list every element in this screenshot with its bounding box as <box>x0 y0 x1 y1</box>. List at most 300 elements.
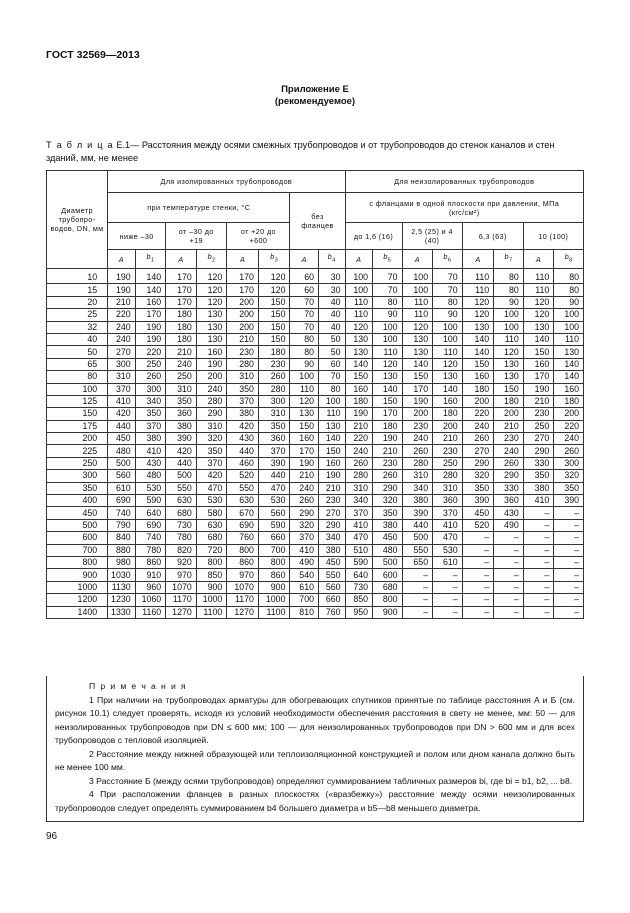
value-cell: 260 <box>135 371 166 383</box>
value-cell: 120 <box>523 309 554 321</box>
value-cell: 290 <box>290 507 319 519</box>
value-cell: 100 <box>318 395 345 407</box>
value-cell: 120 <box>290 395 319 407</box>
value-cell: 490 <box>494 519 524 531</box>
value-cell: 140 <box>554 371 584 383</box>
value-cell: 550 <box>166 482 197 494</box>
standard-number: ГОСТ 32569—2013 <box>46 49 140 61</box>
value-cell: – <box>433 581 463 593</box>
appendix-title: Приложение Е <box>281 84 349 95</box>
value-cell: 230 <box>318 495 345 507</box>
table-row <box>47 433 584 445</box>
value-cell: 840 <box>108 532 136 544</box>
value-cell: 410 <box>523 495 554 507</box>
value-cell: 290 <box>196 408 227 420</box>
value-cell: 310 <box>433 482 463 494</box>
value-cell: 140 <box>462 333 494 345</box>
value-cell: 30 <box>318 284 345 296</box>
value-cell: 120 <box>433 358 463 370</box>
table-row <box>47 420 584 432</box>
value-cell: 380 <box>166 420 197 432</box>
value-cell: 100 <box>290 371 319 383</box>
value-cell: 820 <box>166 544 197 556</box>
column-letter: A <box>462 250 494 269</box>
value-cell: 200 <box>462 395 494 407</box>
value-cell: 680 <box>166 507 197 519</box>
value-cell: 150 <box>373 395 403 407</box>
value-cell: 100 <box>402 269 433 284</box>
value-cell: 410 <box>290 544 319 556</box>
value-cell: 230 <box>402 420 433 432</box>
value-cell: 100 <box>345 284 373 296</box>
value-cell: 140 <box>373 383 403 395</box>
dn-cell: 800 <box>47 556 108 568</box>
value-cell: 240 <box>108 321 136 333</box>
value-cell: 110 <box>345 296 373 308</box>
value-cell: 200 <box>227 321 259 333</box>
value-cell: 230 <box>227 346 259 358</box>
value-cell: 800 <box>258 556 290 568</box>
value-cell: 210 <box>523 395 554 407</box>
value-cell: 910 <box>135 569 166 581</box>
caption-label: Т а б л и ц а <box>46 140 114 150</box>
value-cell: 120 <box>196 296 227 308</box>
value-cell: 850 <box>196 569 227 581</box>
value-cell: 240 <box>108 333 136 345</box>
value-cell: 410 <box>433 519 463 531</box>
value-cell: 80 <box>373 296 403 308</box>
value-cell: 170 <box>523 371 554 383</box>
value-cell: – <box>554 507 584 519</box>
no-flanges-header: без фланцев <box>290 193 345 250</box>
value-cell: 320 <box>373 495 403 507</box>
value-cell: 170 <box>227 284 259 296</box>
value-cell: – <box>402 569 433 581</box>
value-cell: 140 <box>135 284 166 296</box>
value-cell: 360 <box>494 495 524 507</box>
value-cell: 310 <box>166 383 197 395</box>
value-cell: – <box>494 532 524 544</box>
value-cell: 520 <box>227 470 259 482</box>
value-cell: – <box>402 606 433 618</box>
column-letter: A <box>402 250 433 269</box>
value-cell: 530 <box>135 482 166 494</box>
dn-cell: 125 <box>47 395 108 407</box>
caption-text: Е.1— Расстояния между осями смежных трубопроводов и от трубопроводов до стенок каналов и стен зданий, мм, не менее <box>46 140 555 163</box>
value-cell: 350 <box>227 383 259 395</box>
value-cell: 230 <box>433 445 463 457</box>
temperature-header: при температуре стенки, °С <box>108 193 290 223</box>
value-cell: – <box>462 556 494 568</box>
value-cell: 240 <box>290 482 319 494</box>
table-row <box>47 383 584 395</box>
table-row <box>47 606 584 618</box>
value-cell: 260 <box>373 470 403 482</box>
value-cell: 350 <box>462 482 494 494</box>
value-cell: 150 <box>290 420 319 432</box>
value-cell: 450 <box>373 532 403 544</box>
value-cell: 140 <box>554 358 584 370</box>
value-cell: 160 <box>345 383 373 395</box>
value-cell: 630 <box>196 519 227 531</box>
value-cell: 140 <box>462 346 494 358</box>
value-cell: 450 <box>318 556 345 568</box>
value-cell: 260 <box>290 495 319 507</box>
value-cell: 480 <box>135 470 166 482</box>
value-cell: 310 <box>227 371 259 383</box>
value-cell: 270 <box>523 433 554 445</box>
value-cell: 350 <box>523 470 554 482</box>
value-cell: 190 <box>290 457 319 469</box>
value-cell: 50 <box>318 346 345 358</box>
value-cell: 130 <box>402 346 433 358</box>
value-cell: – <box>462 581 494 593</box>
value-cell: 350 <box>373 507 403 519</box>
value-cell: – <box>462 569 494 581</box>
value-cell: 330 <box>494 482 524 494</box>
value-cell: 740 <box>108 507 136 519</box>
value-cell: 590 <box>135 495 166 507</box>
value-cell: – <box>523 544 554 556</box>
value-cell: 350 <box>135 408 166 420</box>
value-cell: 340 <box>402 482 433 494</box>
value-cell: 160 <box>196 346 227 358</box>
value-cell: – <box>433 569 463 581</box>
value-cell: 430 <box>227 433 259 445</box>
value-cell: 80 <box>290 346 319 358</box>
value-cell: 760 <box>227 532 259 544</box>
table-row <box>47 532 584 544</box>
value-cell: – <box>462 532 494 544</box>
value-cell: 80 <box>494 269 524 284</box>
value-cell: 210 <box>345 420 373 432</box>
value-cell: 90 <box>494 296 524 308</box>
value-cell: – <box>554 532 584 544</box>
table-row <box>47 309 584 321</box>
value-cell: 670 <box>227 507 259 519</box>
value-cell: 780 <box>166 532 197 544</box>
dn-cell: 65 <box>47 358 108 370</box>
value-cell: 1170 <box>166 594 197 606</box>
dn-cell: 1400 <box>47 606 108 618</box>
table-row <box>47 284 584 296</box>
value-cell: – <box>523 581 554 593</box>
value-cell: 210 <box>433 433 463 445</box>
value-cell: 650 <box>402 556 433 568</box>
value-cell: 410 <box>108 395 136 407</box>
value-cell: 180 <box>373 420 403 432</box>
value-cell: 120 <box>462 296 494 308</box>
value-cell: 600 <box>373 569 403 581</box>
value-cell: 270 <box>108 346 136 358</box>
dn-cell: 500 <box>47 519 108 531</box>
value-cell: 560 <box>318 581 345 593</box>
column-letter: $b_2$ <box>196 250 227 269</box>
column-letter: $b_1$ <box>135 250 166 269</box>
value-cell: 320 <box>554 470 584 482</box>
value-cell: 640 <box>135 507 166 519</box>
value-cell: 140 <box>523 333 554 345</box>
value-cell: 120 <box>258 269 290 284</box>
dn-cell: 80 <box>47 371 108 383</box>
value-cell: 250 <box>523 420 554 432</box>
value-cell: 80 <box>554 284 584 296</box>
value-cell: 370 <box>290 532 319 544</box>
value-cell: 70 <box>433 269 463 284</box>
value-cell: 110 <box>373 346 403 358</box>
value-cell: 1230 <box>108 594 136 606</box>
value-cell: 160 <box>290 433 319 445</box>
value-cell: 40 <box>318 309 345 321</box>
value-cell: 250 <box>135 358 166 370</box>
value-cell: – <box>523 507 554 519</box>
table-row <box>47 495 584 507</box>
value-cell: 210 <box>227 333 259 345</box>
value-cell: 590 <box>258 519 290 531</box>
table-row <box>47 581 584 593</box>
value-cell: 1000 <box>258 594 290 606</box>
value-cell: 380 <box>402 495 433 507</box>
value-cell: 180 <box>166 333 197 345</box>
value-cell: 130 <box>196 333 227 345</box>
value-cell: 130 <box>462 321 494 333</box>
value-cell: 130 <box>433 371 463 383</box>
value-cell: 970 <box>166 569 197 581</box>
dn-cell: 40 <box>47 333 108 345</box>
value-cell: 660 <box>318 594 345 606</box>
value-cell: 90 <box>554 296 584 308</box>
value-cell: 240 <box>494 445 524 457</box>
value-cell: 80 <box>290 333 319 345</box>
value-cell: 120 <box>402 321 433 333</box>
value-cell: 120 <box>258 284 290 296</box>
value-cell: 90 <box>373 309 403 321</box>
value-cell: 610 <box>433 556 463 568</box>
value-cell: 100 <box>373 333 403 345</box>
value-cell: 690 <box>108 495 136 507</box>
value-cell: 390 <box>402 507 433 519</box>
column-letter: A <box>227 250 259 269</box>
value-cell: 60 <box>290 284 319 296</box>
value-cell: 180 <box>345 395 373 407</box>
value-cell: 300 <box>108 358 136 370</box>
value-cell: 240 <box>166 358 197 370</box>
dn-cell: 25 <box>47 309 108 321</box>
value-cell: 200 <box>227 309 259 321</box>
value-cell: 170 <box>166 296 197 308</box>
value-cell: 680 <box>196 532 227 544</box>
value-cell: 860 <box>227 556 259 568</box>
value-cell: 80 <box>494 284 524 296</box>
value-cell: 960 <box>135 581 166 593</box>
value-cell: 130 <box>523 321 554 333</box>
value-cell: 80 <box>318 383 345 395</box>
value-cell: 140 <box>402 358 433 370</box>
table-row <box>47 470 584 482</box>
value-cell: 1170 <box>227 594 259 606</box>
value-cell: 630 <box>227 495 259 507</box>
value-cell: 200 <box>494 408 524 420</box>
value-cell: 110 <box>494 333 524 345</box>
value-cell: 350 <box>554 482 584 494</box>
value-cell: 160 <box>554 383 584 395</box>
value-cell: 180 <box>258 346 290 358</box>
column-letter: $b_3$ <box>258 250 290 269</box>
value-cell: 210 <box>166 346 197 358</box>
value-cell: 500 <box>402 532 433 544</box>
value-cell: 420 <box>196 470 227 482</box>
value-cell: 150 <box>258 321 290 333</box>
value-cell: 900 <box>258 581 290 593</box>
value-cell: 1270 <box>227 606 259 618</box>
value-cell: – <box>433 606 463 618</box>
value-cell: 190 <box>318 470 345 482</box>
value-cell: 350 <box>166 395 197 407</box>
value-cell: 980 <box>108 556 136 568</box>
value-cell: 640 <box>345 569 373 581</box>
value-cell: 180 <box>166 321 197 333</box>
pressure-range-3: 6,3 (63) <box>462 223 523 250</box>
value-cell: – <box>554 581 584 593</box>
value-cell: 100 <box>554 309 584 321</box>
value-cell: 250 <box>166 371 197 383</box>
value-cell: 1060 <box>135 594 166 606</box>
value-cell: 900 <box>373 606 403 618</box>
value-cell: 380 <box>523 482 554 494</box>
value-cell: 130 <box>196 309 227 321</box>
value-cell: 1100 <box>258 606 290 618</box>
table-row <box>47 594 584 606</box>
value-cell: 70 <box>290 321 319 333</box>
dn-cell: 200 <box>47 433 108 445</box>
value-cell: – <box>494 581 524 593</box>
value-cell: 200 <box>433 420 463 432</box>
value-cell: – <box>523 519 554 531</box>
value-cell: 420 <box>166 445 197 457</box>
value-cell: – <box>494 594 524 606</box>
temp-range-2: от –30 до +19 <box>166 223 227 250</box>
table-row <box>47 457 584 469</box>
value-cell: 550 <box>227 482 259 494</box>
value-cell: 370 <box>227 395 259 407</box>
value-cell: – <box>554 519 584 531</box>
value-cell: 80 <box>433 296 463 308</box>
value-cell: 130 <box>554 346 584 358</box>
value-cell: 100 <box>373 321 403 333</box>
value-cell: 520 <box>462 519 494 531</box>
value-cell: 160 <box>433 395 463 407</box>
value-cell: 190 <box>196 358 227 370</box>
dn-cell: 20 <box>47 296 108 308</box>
value-cell: 190 <box>373 433 403 445</box>
value-cell: 70 <box>373 284 403 296</box>
value-cell: 160 <box>318 457 345 469</box>
table-row <box>47 556 584 568</box>
appendix-subtitle: (рекомендуемое) <box>274 96 356 107</box>
value-cell: – <box>554 556 584 568</box>
value-cell: 310 <box>402 470 433 482</box>
value-cell: 470 <box>196 482 227 494</box>
dn-cell: 600 <box>47 532 108 544</box>
value-cell: 170 <box>227 269 259 284</box>
value-cell: 300 <box>554 457 584 469</box>
value-cell: 150 <box>258 309 290 321</box>
dn-cell: 225 <box>47 445 108 457</box>
value-cell: 290 <box>318 519 345 531</box>
value-cell: 120 <box>373 358 403 370</box>
dn-cell: 32 <box>47 321 108 333</box>
value-cell: 280 <box>402 457 433 469</box>
value-cell: 480 <box>108 445 136 457</box>
value-cell: 920 <box>166 556 197 568</box>
value-cell: 110 <box>462 284 494 296</box>
table-row <box>47 321 584 333</box>
value-cell: 780 <box>135 544 166 556</box>
dn-cell: 15 <box>47 284 108 296</box>
value-cell: – <box>433 594 463 606</box>
value-cell: 690 <box>135 519 166 531</box>
note-2: 2 Расстояние между нижней образующей или теплоизоляционной конструкцией и полом или дном канала должно быть не менее 100 мм. <box>55 748 575 772</box>
column-letter: A <box>345 250 373 269</box>
value-cell: 800 <box>373 594 403 606</box>
value-cell: 700 <box>290 594 319 606</box>
value-cell: 390 <box>554 495 584 507</box>
value-cell: 420 <box>108 408 136 420</box>
value-cell: 240 <box>554 433 584 445</box>
value-cell: 260 <box>345 457 373 469</box>
value-cell: 740 <box>135 532 166 544</box>
value-cell: – <box>494 606 524 618</box>
value-cell: 190 <box>345 408 373 420</box>
value-cell: 130 <box>318 420 345 432</box>
value-cell: 230 <box>258 358 290 370</box>
value-cell: – <box>402 594 433 606</box>
value-cell: 60 <box>318 358 345 370</box>
dn-cell: 700 <box>47 544 108 556</box>
value-cell: 380 <box>318 544 345 556</box>
value-cell: 360 <box>258 433 290 445</box>
value-cell: 180 <box>166 309 197 321</box>
dn-cell: 100 <box>47 383 108 395</box>
value-cell: 210 <box>290 470 319 482</box>
value-cell: 150 <box>523 346 554 358</box>
value-cell: 310 <box>108 371 136 383</box>
value-cell: 160 <box>523 358 554 370</box>
value-cell: 130 <box>494 358 524 370</box>
value-cell: 880 <box>108 544 136 556</box>
value-cell: – <box>523 532 554 544</box>
value-cell: 340 <box>135 395 166 407</box>
distance-table <box>46 170 584 619</box>
value-cell: 590 <box>345 556 373 568</box>
value-cell: 270 <box>318 507 345 519</box>
value-cell: 240 <box>462 420 494 432</box>
value-cell: 390 <box>258 457 290 469</box>
value-cell: 340 <box>318 532 345 544</box>
table-row <box>47 296 584 308</box>
value-cell: 450 <box>108 433 136 445</box>
value-cell: – <box>494 544 524 556</box>
value-cell: 390 <box>166 433 197 445</box>
value-cell: 410 <box>345 519 373 531</box>
value-cell: 460 <box>227 457 259 469</box>
value-cell: 1000 <box>196 594 227 606</box>
value-cell: 370 <box>108 383 136 395</box>
value-cell: 790 <box>108 519 136 531</box>
value-cell: 530 <box>258 495 290 507</box>
value-cell: 860 <box>135 556 166 568</box>
value-cell: – <box>523 556 554 568</box>
